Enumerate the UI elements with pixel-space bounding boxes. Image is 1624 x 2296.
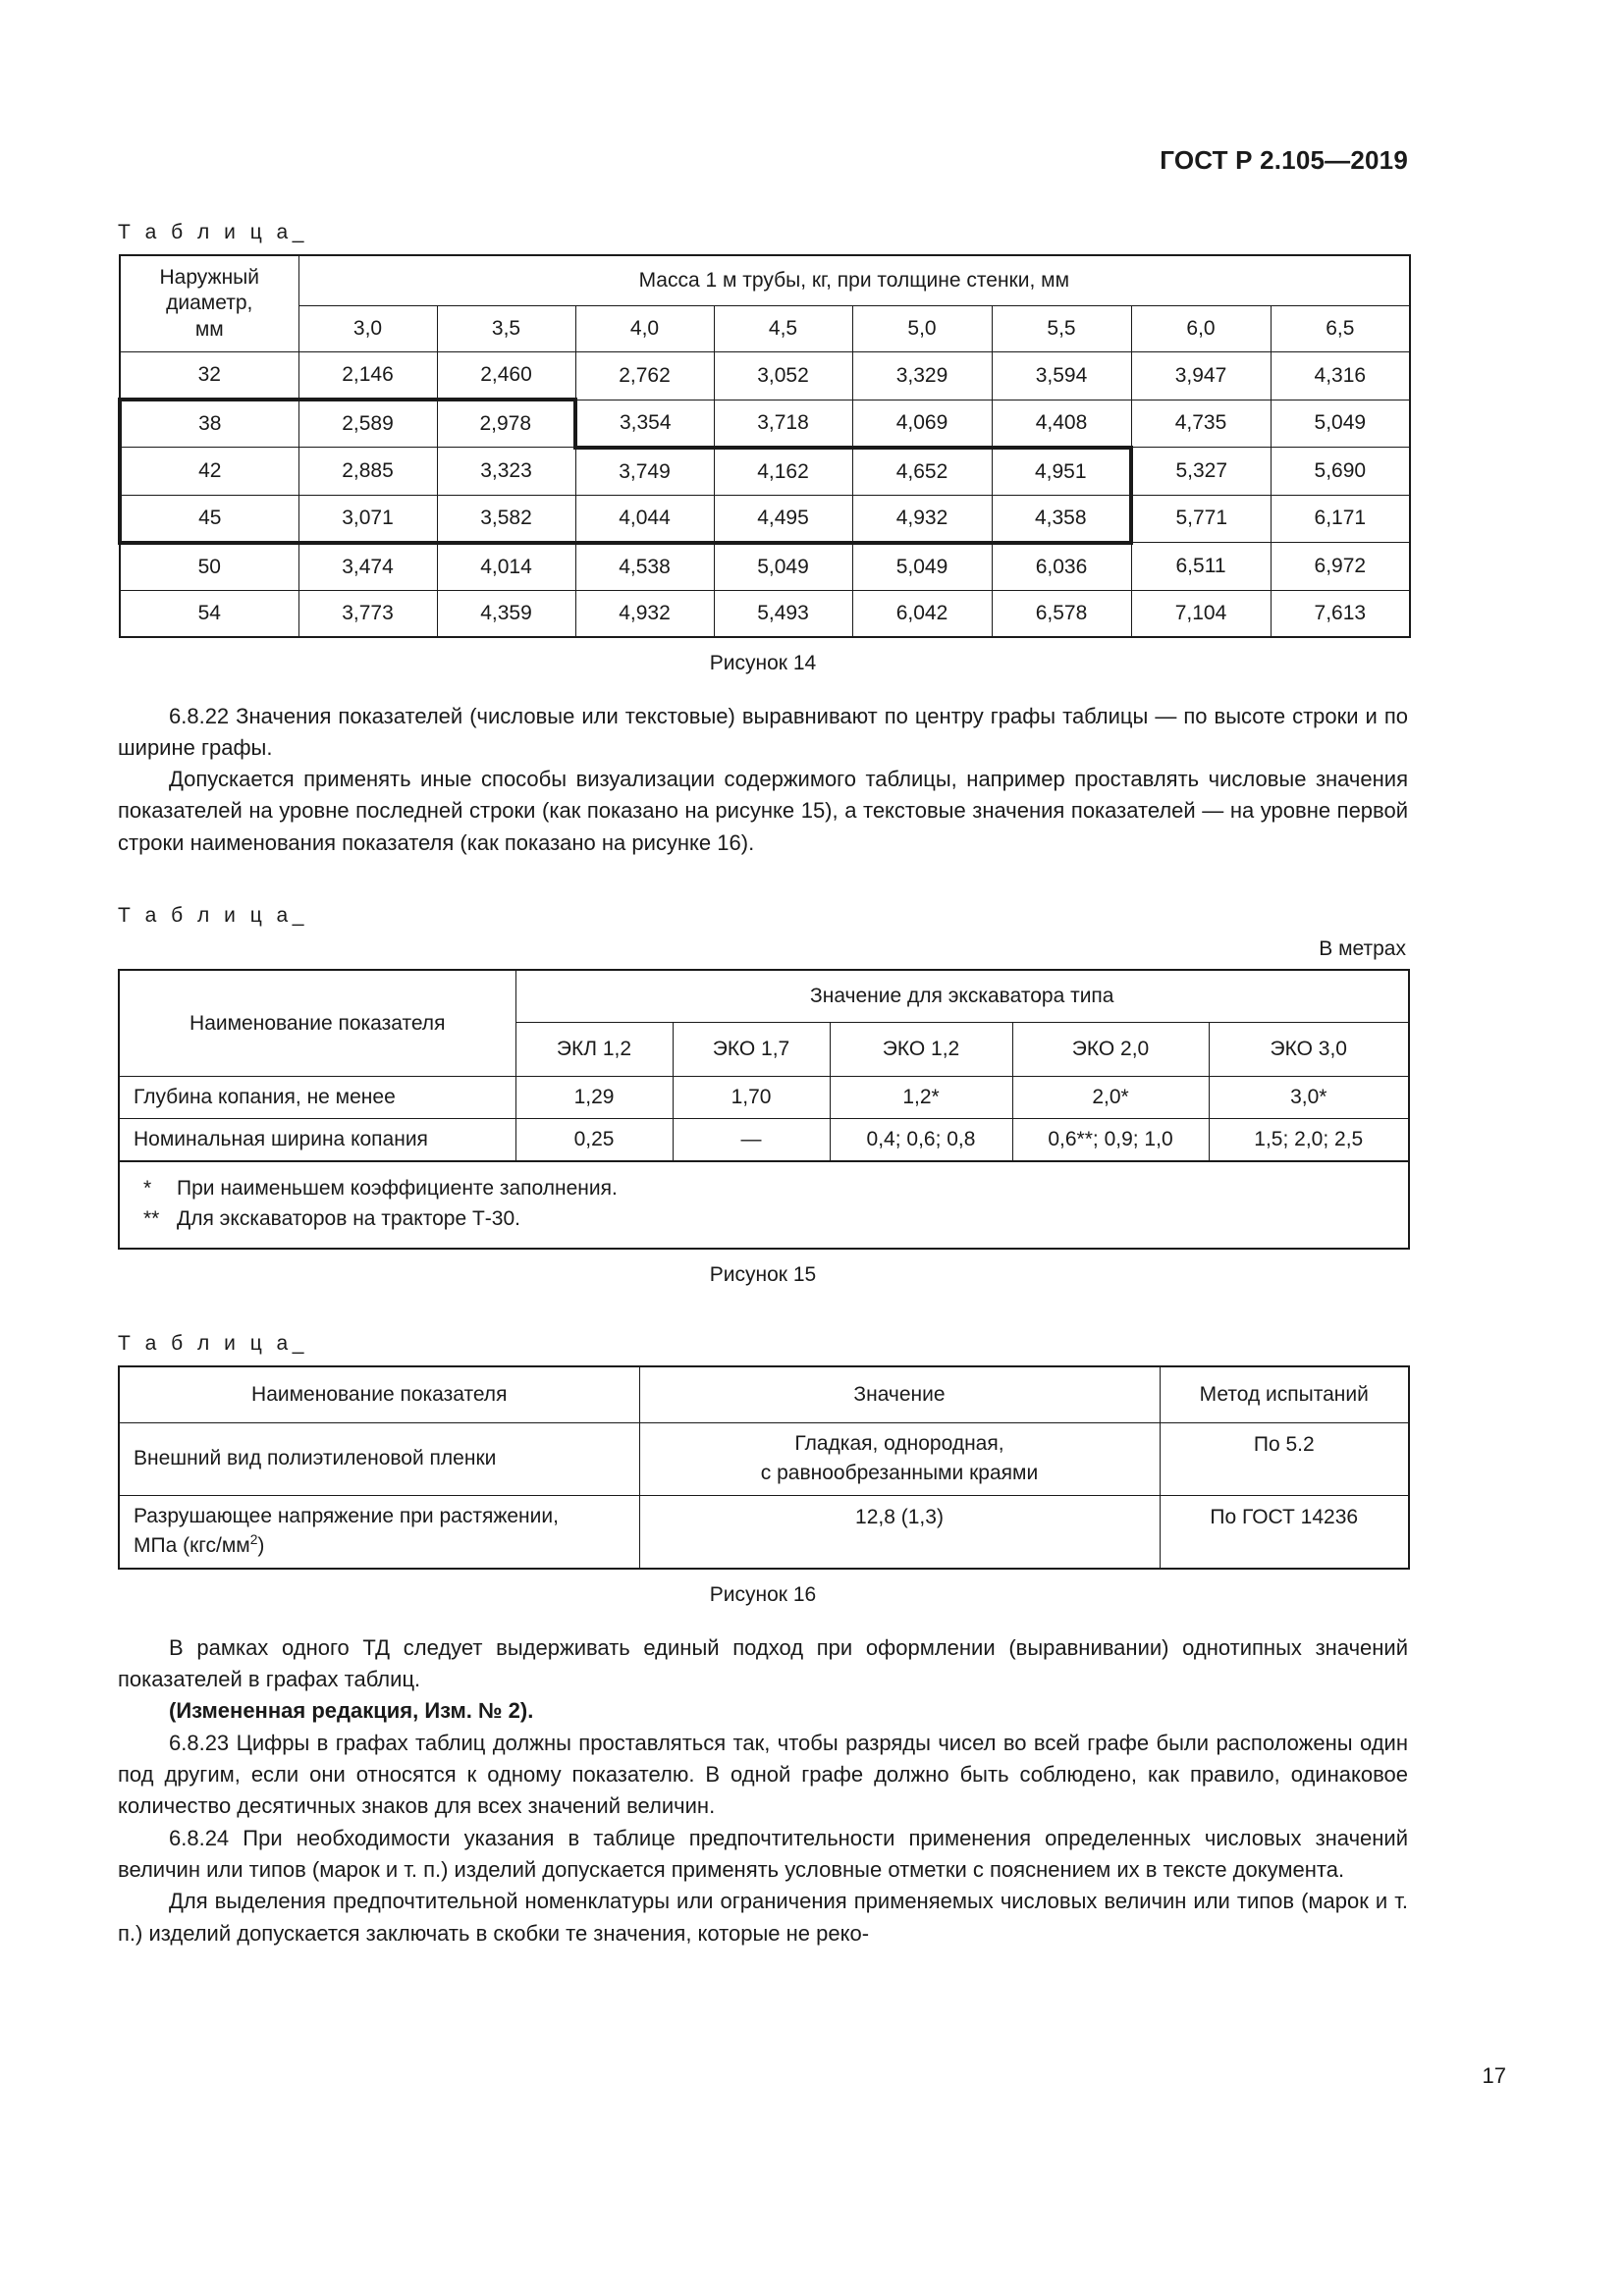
table-row — [119, 1077, 1409, 1119]
table16-caption-word: Т а б л и ц а — [118, 1332, 293, 1356]
table-row — [120, 543, 1410, 591]
table-excavator-params — [118, 969, 1410, 1250]
table14-cell-0-1: 2,460 — [437, 352, 575, 400]
table-row — [120, 495, 1410, 543]
table15-row-1-name: Номинальная ширина копания — [119, 1119, 515, 1162]
paragraph-6-8-24: 6.8.24 При необходимости указания в таблице предпочтительности применения определенных числовых значений величин или типов (марок и т. п.) изделий допускается применять условные отметки с пояснением их в тексте документа. — [118, 1825, 1408, 1883]
table14-caption — [118, 221, 1408, 244]
table14-header-thickness-0: 3,0 — [298, 306, 437, 352]
table-row — [120, 590, 1410, 637]
table15-caption — [118, 904, 1408, 928]
table16-row-1-method: По ГОСТ 14236 — [1160, 1495, 1409, 1568]
table14-cell-2-6: 5,327 — [1131, 448, 1271, 496]
table14-cell-4-1: 4,014 — [437, 543, 575, 591]
figure-label-15: Рисунок 15 — [709, 1263, 817, 1287]
table14-caption-blank: _ — [292, 221, 304, 243]
table14-cell-3-1: 3,582 — [437, 495, 575, 543]
table14-cell-5-3: 5,493 — [714, 590, 852, 637]
table-film-properties — [118, 1365, 1410, 1570]
paragraph-block-end — [118, 1632, 1408, 1949]
table16-row-1-name — [119, 1495, 639, 1568]
table14-header-diameter-line2: мм — [194, 317, 224, 341]
table15-note-1 — [143, 1204, 1398, 1234]
figure-label-16: Рисунок 16 — [709, 1582, 817, 1606]
table14-cell-4-5: 6,036 — [992, 543, 1131, 591]
table14-header-thickness-5: 5,5 — [992, 306, 1131, 352]
table14-header-thickness-2: 4,0 — [575, 306, 714, 352]
table14-cell-0-3: 3,052 — [714, 352, 852, 400]
table14-header-thickness-6: 6,0 — [1131, 306, 1271, 352]
table14-caption-word: Т а б л и ц а — [118, 221, 293, 243]
table14-cell-3-0: 3,071 — [298, 495, 437, 543]
table15-row-0-name: Глубина копания, не менее — [119, 1077, 515, 1119]
table14-cell-2-4: 4,652 — [852, 448, 992, 496]
table15-notes-row — [119, 1161, 1409, 1249]
table15-header-type-2: ЭКО 1,2 — [830, 1023, 1012, 1077]
table15-cell-1-4: 1,5; 2,0; 2,5 — [1209, 1119, 1409, 1162]
table-row — [119, 1495, 1409, 1568]
table14-cell-0-5: 3,594 — [992, 352, 1131, 400]
table14-cell-0-7: 4,316 — [1271, 352, 1410, 400]
figure-label-14: Рисунок 14 — [709, 651, 817, 674]
table14-cell-1-3: 3,718 — [714, 400, 852, 448]
table15-cell-1-0: 0,25 — [515, 1119, 673, 1162]
table14-cell-4-3: 5,049 — [714, 543, 852, 591]
table14-cell-2-0: 2,885 — [298, 448, 437, 496]
table15-header-row-1 — [119, 970, 1409, 1023]
document-standard-header: ГОСТ Р 2.105—2019 — [1160, 145, 1408, 175]
table-row — [119, 1119, 1409, 1162]
table14-header-thickness-4: 5,0 — [852, 306, 992, 352]
table16-header-row — [119, 1366, 1409, 1423]
table14-cell-5-5: 6,578 — [992, 590, 1131, 637]
paragraph-visualization: Допускается применять иные способы визуализации содержимого таблицы, например проставлять числовые значения показателей на уровне последней строки (как показано на рисунке 15), а текстовые значения показателей — на уровне первой строки наименования показателя (как показано на рисунке 16). — [118, 767, 1408, 855]
table16-header-method: Метод испытаний — [1160, 1366, 1409, 1423]
table15-cell-0-3: 2,0* — [1012, 1077, 1209, 1119]
table14-cell-3-2: 4,044 — [575, 495, 714, 543]
table14-cell-2-1: 3,323 — [437, 448, 575, 496]
table14-header-thickness-3: 4,5 — [714, 306, 852, 352]
table15-cell-1-1: — — [673, 1119, 830, 1162]
table-row — [119, 1423, 1409, 1496]
table14-cell-4-0: 3,474 — [298, 543, 437, 591]
paragraph-block-mid — [118, 701, 1408, 860]
table14-cell-5-7: 7,613 — [1271, 590, 1410, 637]
table14-cell-5-2: 4,932 — [575, 590, 714, 637]
table14-cell-3-3: 4,495 — [714, 495, 852, 543]
table14-cell-4-6: 6,511 — [1131, 543, 1271, 591]
table15-header-type-0: ЭКЛ 1,2 — [515, 1023, 673, 1077]
table15-header-type-4: ЭКО 3,0 — [1209, 1023, 1409, 1077]
table14-cell-3-7: 6,171 — [1271, 495, 1410, 543]
table16-row-0-value-line1: Гладкая, однородная, — [794, 1432, 1004, 1456]
table14-cell-1-1: 2,978 — [437, 400, 575, 448]
table14-cell-1-5: 4,408 — [992, 400, 1131, 448]
table14-header-group: Масса 1 м трубы, кг, при толщине стенки, мм — [298, 255, 1410, 306]
table16-row-1-unit-sup: 2 — [249, 1531, 258, 1548]
table15-note-0 — [143, 1174, 1398, 1203]
table15-cell-0-2: 1,2* — [830, 1077, 1012, 1119]
table14-cell-0-0: 2,146 — [298, 352, 437, 400]
table16-row-1-name-line1: Разрушающее напряжение при растяжении, — [134, 1504, 559, 1527]
table14-cell-2-2: 3,749 — [575, 448, 714, 496]
table14-cell-0-6: 3,947 — [1131, 352, 1271, 400]
table16-row-1-unit-post: ) — [257, 1534, 265, 1558]
table14-cell-diameter-3: 45 — [120, 495, 298, 543]
table14-cell-4-4: 5,049 — [852, 543, 992, 591]
table14-cell-diameter-1: 38 — [120, 400, 298, 448]
table14-header-diameter-line1: Наружный диаметр, — [159, 266, 259, 315]
table14-cell-1-2: 3,354 — [575, 400, 714, 448]
table16-header-value: Значение — [639, 1366, 1160, 1423]
table16-caption — [118, 1332, 1408, 1356]
table14-header-thickness-7: 6,5 — [1271, 306, 1410, 352]
table-pipe-mass — [118, 254, 1411, 638]
table14-cell-2-3: 4,162 — [714, 448, 852, 496]
paragraph-uniform-approach: В рамках одного ТД следует выдерживать единый подход при оформлении (выравнивании) однотипных значений показателей в графах таблиц. — [118, 1634, 1408, 1692]
table14-cell-5-4: 6,042 — [852, 590, 992, 637]
table14-cell-3-6: 5,771 — [1131, 495, 1271, 543]
table-row — [120, 400, 1410, 448]
table15-caption-word: Т а б л и ц а — [118, 904, 293, 928]
paragraph-preferred-nomenclature: Для выделения предпочтительной номенклатуры или ограничения применяемых числовых величин или типов (марок и т. п.) изделий допускается заключать в скобки те значения, которые не реко- — [118, 1889, 1408, 1946]
table14-cell-5-6: 7,104 — [1131, 590, 1271, 637]
paragraph-6-8-23: 6.8.23 Цифры в графах таблиц должны проставляться так, чтобы разряды чисел во всей графе были расположены один под другим, если они относятся к одному показателю. В одной графе должно быть соблюдено, как правило, одинаковое количество десятичных знаков для всех значений величин. — [118, 1730, 1408, 1819]
table15-units: В метрах — [1319, 937, 1406, 961]
table14-header-thickness-1: 3,5 — [437, 306, 575, 352]
table14-cell-2-7: 5,690 — [1271, 448, 1410, 496]
table15-note-0-mark: * — [143, 1177, 152, 1201]
table16-row-1-name-line2 — [134, 1531, 265, 1558]
table14-cell-1-4: 4,069 — [852, 400, 992, 448]
table15-cell-1-2: 0,4; 0,6; 0,8 — [830, 1119, 1012, 1162]
table-row — [120, 352, 1410, 400]
table14-cell-3-4: 4,932 — [852, 495, 992, 543]
table15-note-1-text: Для экскаваторов на тракторе Т-30. — [177, 1206, 520, 1230]
table14-cell-diameter-0: 32 — [120, 352, 298, 400]
table14-cell-diameter-2: 42 — [120, 448, 298, 496]
table16-row-1-unit-pre: МПа (кгс/мм — [134, 1534, 250, 1558]
table16-header-name: Наименование показателя — [119, 1366, 639, 1423]
table15-header-type-1: ЭКО 1,7 — [673, 1023, 830, 1077]
table15-notes — [119, 1161, 1409, 1249]
table14-cell-1-7: 5,049 — [1271, 400, 1410, 448]
table15-note-0-text: При наименьшем коэффициенте заполнения. — [177, 1177, 618, 1201]
table14-cell-0-2: 2,762 — [575, 352, 714, 400]
table14-cell-diameter-4: 50 — [120, 543, 298, 591]
table15-cell-0-4: 3,0* — [1209, 1077, 1409, 1119]
table14-cell-5-1: 4,359 — [437, 590, 575, 637]
table14-cell-2-5: 4,951 — [992, 448, 1131, 496]
table15-caption-blank: _ — [292, 904, 304, 928]
table14-cell-1-0: 2,589 — [298, 400, 437, 448]
paragraph-6-8-22: 6.8.22 Значения показателей (числовые или текстовые) выравнивают по центру графы таблицы — по высоте строки и по ширине графы. — [118, 703, 1408, 760]
table16-row-1-value: 12,8 (1,3) — [639, 1495, 1160, 1568]
table15-note-1-mark: ** — [143, 1206, 160, 1230]
table14-cell-4-7: 6,972 — [1271, 543, 1410, 591]
table16-row-0-value-line2: с равнообрезанными краями — [760, 1462, 1039, 1485]
table15-cell-0-1: 1,70 — [673, 1077, 830, 1119]
table14-cell-3-5: 4,358 — [992, 495, 1131, 543]
table14-cell-4-2: 4,538 — [575, 543, 714, 591]
table14-header-diameter — [120, 255, 298, 352]
table14-cell-1-6: 4,735 — [1131, 400, 1271, 448]
table15-cell-1-3: 0,6**; 0,9; 1,0 — [1012, 1119, 1209, 1162]
table15-cell-0-0: 1,29 — [515, 1077, 673, 1119]
page-content — [118, 0, 1408, 1949]
paragraph-revision-note: (Измененная редакция, Изм. № 2). — [169, 1698, 534, 1724]
table14-header-row-1 — [120, 255, 1410, 306]
table-row — [120, 448, 1410, 496]
table16-row-0-value — [639, 1423, 1160, 1496]
table15-header-group: Значение для экскаватора типа — [515, 970, 1409, 1023]
table15-header-type-3: ЭКО 2,0 — [1012, 1023, 1209, 1077]
table14-header-row-2 — [120, 306, 1410, 352]
table15-header-name: Наименование показателя — [119, 970, 515, 1077]
table16-row-0-name: Внешний вид полиэтиленовой пленки — [119, 1423, 639, 1496]
table16-caption-blank: _ — [292, 1332, 304, 1356]
page-number: 17 — [1482, 2063, 1506, 2088]
table14-cell-diameter-5: 54 — [120, 590, 298, 637]
table14-cell-5-0: 3,773 — [298, 590, 437, 637]
table14-cell-0-4: 3,329 — [852, 352, 992, 400]
table16-row-0-method: По 5.2 — [1160, 1423, 1409, 1496]
